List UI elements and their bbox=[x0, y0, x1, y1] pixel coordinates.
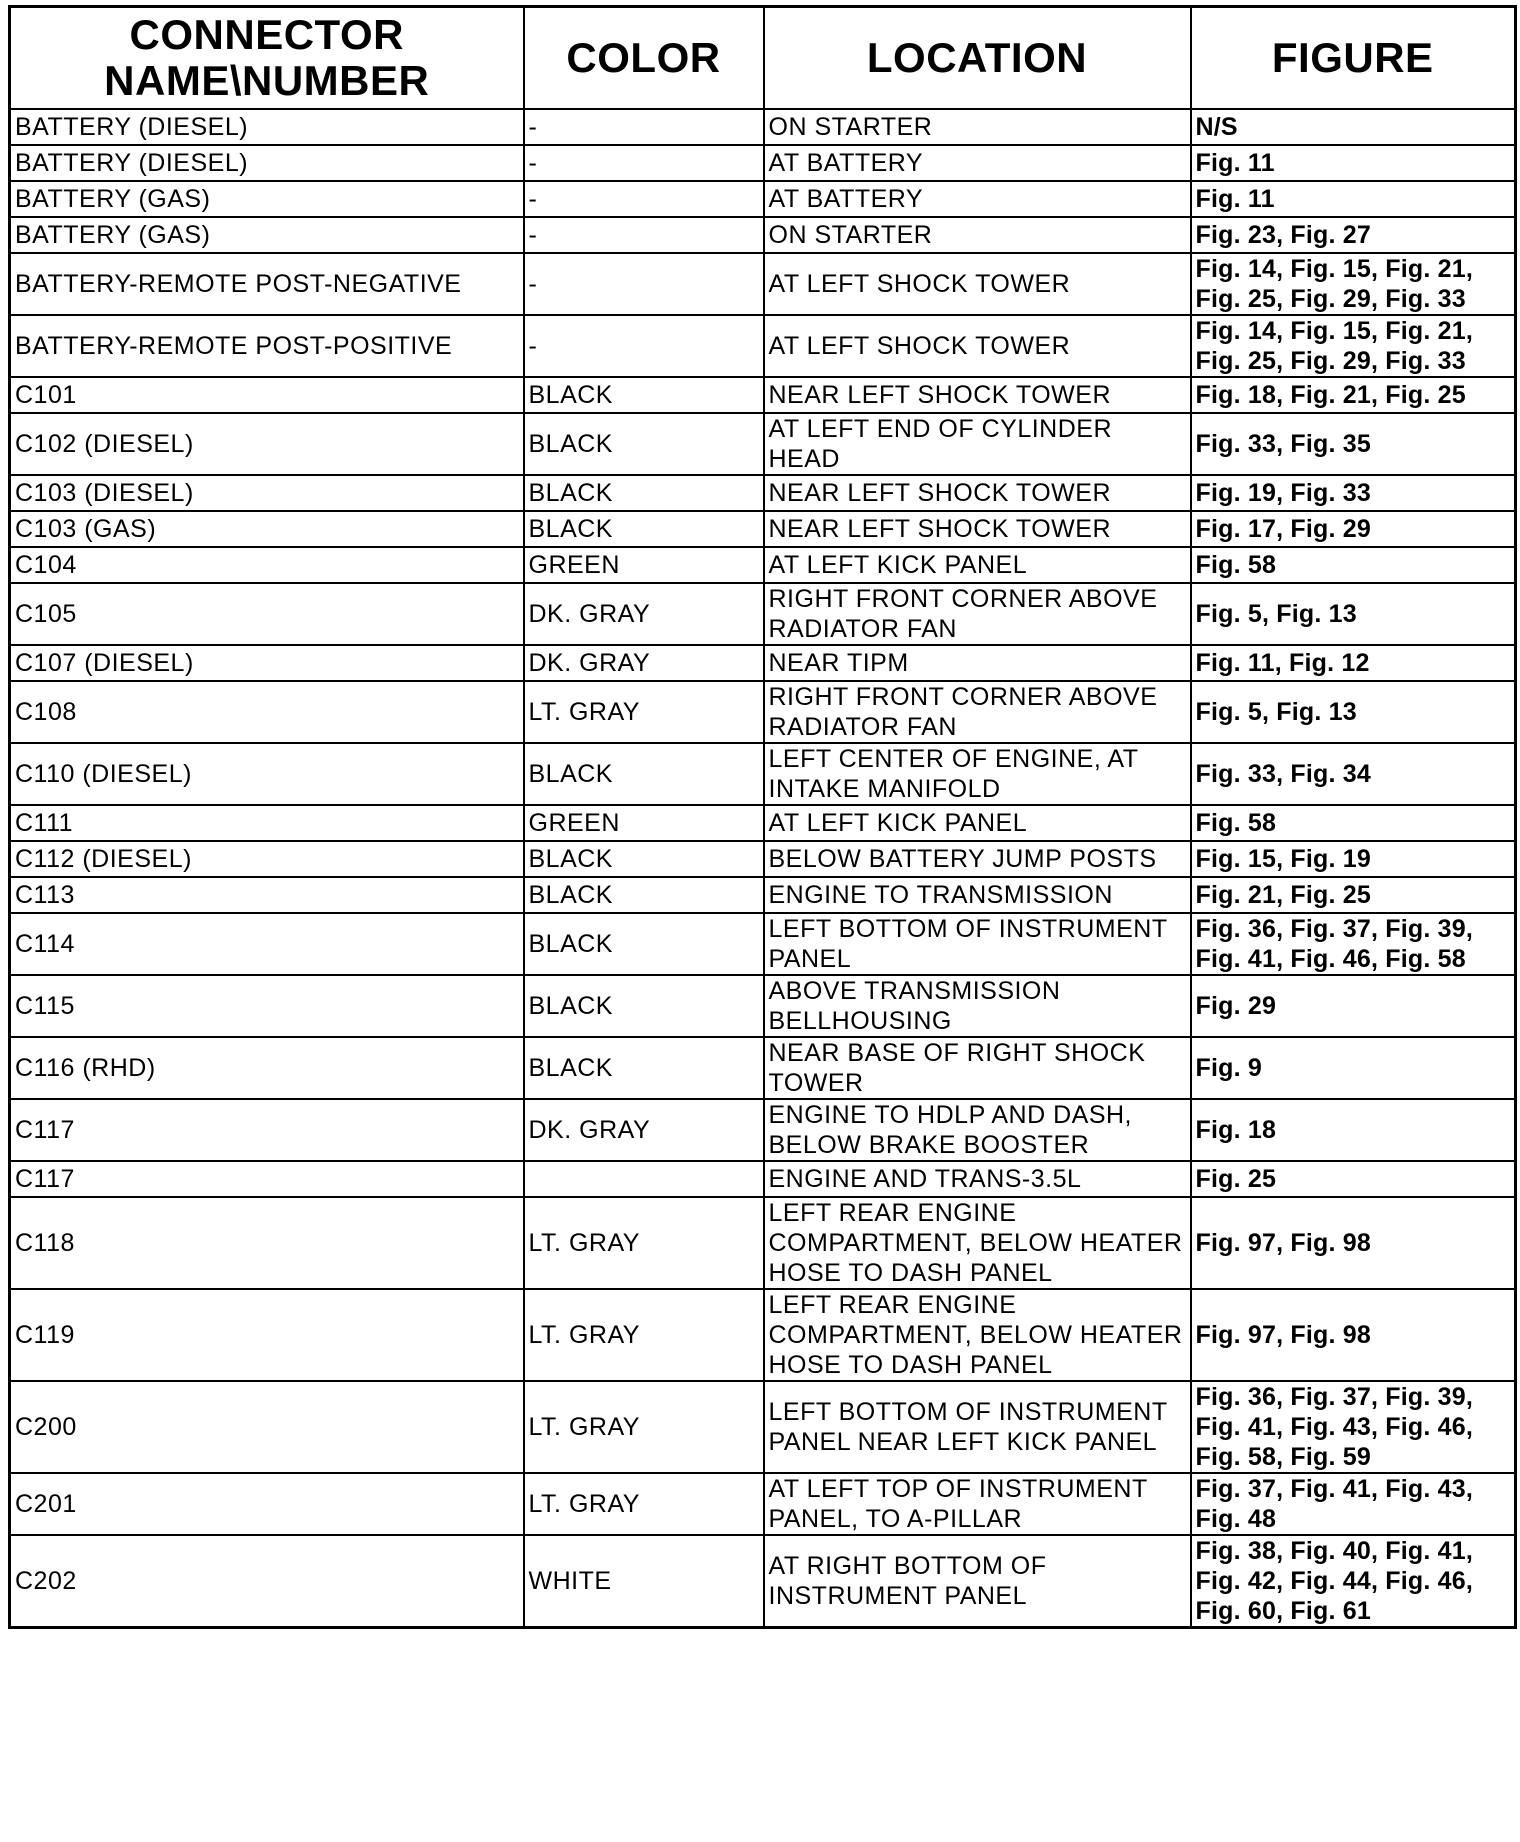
connector-color-cell bbox=[524, 1099, 764, 1161]
connector-figure-cell-text: Fig. 25 bbox=[1195, 1165, 1277, 1193]
connector-location-cell bbox=[764, 547, 1191, 583]
connector-location-cell bbox=[764, 511, 1191, 547]
connector-color-cell bbox=[524, 475, 764, 511]
connector-location-cell bbox=[764, 645, 1191, 681]
table-row bbox=[10, 1381, 1516, 1473]
connector-location-cell bbox=[764, 1099, 1191, 1161]
connector-color-cell-text: DK. GRAY bbox=[528, 600, 651, 628]
connector-name-cell-text: C201 bbox=[15, 1490, 77, 1518]
connector-color-cell-text: LT. GRAY bbox=[528, 1229, 640, 1257]
connector-location-cell-text: LEFT REAR ENGINE COMPARTMENT, BELOW HEATER HOSE TO DASH PANEL bbox=[768, 1199, 1183, 1287]
connector-location-cell bbox=[764, 109, 1191, 145]
connector-location-cell bbox=[764, 1197, 1191, 1289]
connector-figure-cell bbox=[1191, 511, 1516, 547]
connector-color-cell-text: BLACK bbox=[528, 881, 613, 909]
connector-figure-cell bbox=[1191, 1289, 1516, 1381]
connector-figure-cell bbox=[1191, 877, 1516, 913]
connector-name-cell bbox=[10, 315, 524, 377]
table-row bbox=[10, 109, 1516, 145]
connector-figure-cell-text: Fig. 23, Fig. 27 bbox=[1195, 221, 1371, 249]
connector-color-cell-text: BLACK bbox=[528, 515, 613, 543]
connector-location-cell bbox=[764, 253, 1191, 315]
connector-figure-cell-text: Fig. 17, Fig. 29 bbox=[1195, 515, 1371, 543]
connector-figure-cell bbox=[1191, 181, 1516, 217]
connector-color-cell-text: BLACK bbox=[528, 845, 613, 873]
header-color: COLOR bbox=[524, 7, 764, 110]
connector-figure-cell-text: Fig. 9 bbox=[1195, 1054, 1262, 1082]
connector-name-cell-text: C102 (DIESEL) bbox=[15, 430, 194, 458]
connector-figure-cell-text: Fig. 19, Fig. 33 bbox=[1195, 479, 1371, 507]
connector-name-cell bbox=[10, 109, 524, 145]
connector-location-cell-text: AT LEFT SHOCK TOWER bbox=[768, 270, 1071, 298]
connector-location-cell-text: AT LEFT SHOCK TOWER bbox=[768, 332, 1071, 360]
table-row bbox=[10, 315, 1516, 377]
connector-color-cell bbox=[524, 145, 764, 181]
connector-name-cell-text: C101 bbox=[15, 381, 77, 409]
connector-location-cell-text: ENGINE AND TRANS-3.5L bbox=[768, 1165, 1082, 1193]
connector-color-cell-text: BLACK bbox=[528, 381, 613, 409]
connector-figure-cell bbox=[1191, 1161, 1516, 1197]
connector-color-cell bbox=[524, 181, 764, 217]
connector-name-cell bbox=[10, 547, 524, 583]
header-location: LOCATION bbox=[764, 7, 1191, 110]
connector-name-cell bbox=[10, 805, 524, 841]
connector-color-cell-text: BLACK bbox=[528, 992, 613, 1020]
connector-name-cell-text: C105 bbox=[15, 600, 77, 628]
connector-location-cell-text: RIGHT FRONT CORNER ABOVE RADIATOR FAN bbox=[768, 585, 1158, 643]
connector-figure-cell bbox=[1191, 253, 1516, 315]
connector-name-cell-text: C114 bbox=[15, 930, 75, 958]
connector-name-cell bbox=[10, 377, 524, 413]
connector-table-container bbox=[8, 5, 1517, 1629]
connector-location-cell bbox=[764, 583, 1191, 645]
connector-location-cell bbox=[764, 413, 1191, 475]
connector-name-cell bbox=[10, 743, 524, 805]
table-row bbox=[10, 583, 1516, 645]
table-row bbox=[10, 877, 1516, 913]
connector-figure-cell bbox=[1191, 913, 1516, 975]
connector-color-cell bbox=[524, 547, 764, 583]
connector-color-cell bbox=[524, 217, 764, 253]
connector-figure-cell bbox=[1191, 841, 1516, 877]
connector-figure-cell bbox=[1191, 805, 1516, 841]
connector-color-cell-text: - bbox=[528, 113, 538, 141]
connector-name-cell-text: C108 bbox=[15, 698, 77, 726]
connector-name-cell-text: C117 bbox=[15, 1116, 75, 1144]
connector-name-cell-text: BATTERY-REMOTE POST-NEGATIVE bbox=[15, 270, 462, 298]
connector-name-cell bbox=[10, 1161, 524, 1197]
connector-figure-cell-text: Fig. 21, Fig. 25 bbox=[1195, 881, 1371, 909]
connector-figure-cell-text: Fig. 29 bbox=[1195, 992, 1277, 1020]
connector-name-cell-text: C110 (DIESEL) bbox=[15, 760, 192, 788]
connector-color-cell-text: BLACK bbox=[528, 1054, 613, 1082]
table-row bbox=[10, 145, 1516, 181]
table-header-row bbox=[10, 7, 1516, 110]
connector-name-cell-text: BATTERY (DIESEL) bbox=[15, 113, 249, 141]
connector-figure-cell-text: Fig. 5, Fig. 13 bbox=[1195, 600, 1357, 628]
table-row bbox=[10, 975, 1516, 1037]
connector-name-cell-text: C103 (GAS) bbox=[15, 515, 157, 543]
connector-figure-cell-text: Fig. 36, Fig. 37, Fig. 39, Fig. 41, Fig. 46, Fig. 58 bbox=[1195, 915, 1473, 973]
connector-figure-cell bbox=[1191, 583, 1516, 645]
header-connector-name: CONNECTOR NAME\NUMBER bbox=[10, 7, 524, 110]
connector-name-cell bbox=[10, 1099, 524, 1161]
table-row bbox=[10, 1197, 1516, 1289]
connector-name-cell-text: C115 bbox=[15, 992, 75, 1020]
connector-figure-cell-text: Fig. 33, Fig. 35 bbox=[1195, 430, 1371, 458]
table-row bbox=[10, 1535, 1516, 1628]
connector-figure-cell-text: Fig. 11 bbox=[1195, 185, 1275, 213]
connector-figure-cell bbox=[1191, 743, 1516, 805]
connector-location-cell bbox=[764, 743, 1191, 805]
connector-name-cell bbox=[10, 841, 524, 877]
connector-figure-cell-text: Fig. 11 bbox=[1195, 149, 1275, 177]
connector-location-cell bbox=[764, 1037, 1191, 1099]
connector-name-cell bbox=[10, 681, 524, 743]
table-row bbox=[10, 181, 1516, 217]
connector-color-cell bbox=[524, 805, 764, 841]
connector-color-cell bbox=[524, 841, 764, 877]
table-row bbox=[10, 253, 1516, 315]
table-row bbox=[10, 841, 1516, 877]
connector-name-cell bbox=[10, 253, 524, 315]
connector-color-cell-text: GREEN bbox=[528, 551, 620, 579]
connector-figure-cell bbox=[1191, 1037, 1516, 1099]
connector-location-cell-text: AT LEFT KICK PANEL bbox=[768, 809, 1028, 837]
connector-figure-cell bbox=[1191, 475, 1516, 511]
connector-color-cell-text: DK. GRAY bbox=[528, 1116, 651, 1144]
connector-location-cell bbox=[764, 1473, 1191, 1535]
connector-color-cell-text: LT. GRAY bbox=[528, 1321, 640, 1349]
connector-name-cell-text: C111 bbox=[15, 809, 74, 837]
connector-name-cell bbox=[10, 913, 524, 975]
connector-name-cell-text: C112 (DIESEL) bbox=[15, 845, 192, 873]
connector-location-cell bbox=[764, 805, 1191, 841]
connector-location-cell bbox=[764, 913, 1191, 975]
connector-color-cell-text: - bbox=[528, 149, 538, 177]
connector-location-cell-text: AT LEFT TOP OF INSTRUMENT PANEL, TO A-PILLAR bbox=[768, 1475, 1148, 1533]
connector-figure-cell bbox=[1191, 975, 1516, 1037]
connector-color-cell-text: WHITE bbox=[528, 1567, 612, 1595]
connector-figure-cell-text: Fig. 5, Fig. 13 bbox=[1195, 698, 1357, 726]
table-row bbox=[10, 217, 1516, 253]
connector-name-cell-text: C118 bbox=[15, 1229, 75, 1257]
connector-name-cell bbox=[10, 413, 524, 475]
connector-figure-cell bbox=[1191, 1535, 1516, 1628]
connector-figure-cell-text: Fig. 38, Fig. 40, Fig. 41, Fig. 42, Fig. 44, Fig. 46, Fig. 60, Fig. 61 bbox=[1195, 1537, 1473, 1625]
connector-location-cell-text: LEFT BOTTOM OF INSTRUMENT PANEL bbox=[768, 915, 1168, 973]
connector-name-cell bbox=[10, 1197, 524, 1289]
connector-color-cell bbox=[524, 913, 764, 975]
connector-figure-cell bbox=[1191, 413, 1516, 475]
connector-name-cell-text: BATTERY (DIESEL) bbox=[15, 149, 249, 177]
connector-figure-cell-text: Fig. 58 bbox=[1195, 809, 1277, 837]
connector-color-cell-text: BLACK bbox=[528, 930, 613, 958]
connector-name-cell-text: C107 (DIESEL) bbox=[15, 649, 194, 677]
connector-color-cell-text: - bbox=[528, 332, 538, 360]
table-row bbox=[10, 511, 1516, 547]
connector-figure-cell-text: N/S bbox=[1195, 113, 1238, 141]
table-row bbox=[10, 743, 1516, 805]
connector-color-cell-text: LT. GRAY bbox=[528, 1490, 640, 1518]
connector-color-cell-text: BLACK bbox=[528, 479, 613, 507]
table-row bbox=[10, 1473, 1516, 1535]
connector-name-cell bbox=[10, 1381, 524, 1473]
connector-name-cell-text: C104 bbox=[15, 551, 77, 579]
connector-color-cell bbox=[524, 1197, 764, 1289]
table-row bbox=[10, 645, 1516, 681]
connector-location-cell-text: NEAR LEFT SHOCK TOWER bbox=[768, 479, 1112, 507]
connector-figure-cell-text: Fig. 58 bbox=[1195, 551, 1277, 579]
table-row bbox=[10, 681, 1516, 743]
connector-location-cell-text: NEAR BASE OF RIGHT SHOCK TOWER bbox=[768, 1039, 1146, 1097]
connector-name-cell bbox=[10, 583, 524, 645]
connector-figure-cell bbox=[1191, 1099, 1516, 1161]
connector-figure-cell bbox=[1191, 217, 1516, 253]
connector-location-cell-text: ON STARTER bbox=[768, 113, 933, 141]
connector-name-cell-text: C200 bbox=[15, 1413, 77, 1441]
connector-color-cell-text: DK. GRAY bbox=[528, 649, 651, 677]
connector-location-cell bbox=[764, 475, 1191, 511]
connector-figure-cell bbox=[1191, 681, 1516, 743]
connector-color-cell-text: - bbox=[528, 221, 538, 249]
connector-location-cell-text: AT RIGHT BOTTOM OF INSTRUMENT PANEL bbox=[768, 1552, 1047, 1610]
connector-color-cell bbox=[524, 975, 764, 1037]
connector-location-cell-text: LEFT BOTTOM OF INSTRUMENT PANEL NEAR LEFT KICK PANEL bbox=[768, 1398, 1168, 1456]
connector-location-cell bbox=[764, 877, 1191, 913]
connector-color-cell bbox=[524, 1381, 764, 1473]
connector-name-cell-text: C119 bbox=[15, 1321, 75, 1349]
table-row bbox=[10, 475, 1516, 511]
connector-name-cell-text: BATTERY (GAS) bbox=[15, 221, 211, 249]
connector-figure-cell-text: Fig. 15, Fig. 19 bbox=[1195, 845, 1371, 873]
connector-figure-cell-text: Fig. 37, Fig. 41, Fig. 43, Fig. 48 bbox=[1195, 1475, 1473, 1533]
connector-color-cell bbox=[524, 583, 764, 645]
connector-name-cell bbox=[10, 645, 524, 681]
connector-name-cell bbox=[10, 1473, 524, 1535]
connector-color-cell-text: - bbox=[528, 270, 538, 298]
connector-location-cell-text: LEFT CENTER OF ENGINE, AT INTAKE MANIFOLD bbox=[768, 745, 1139, 803]
table-row bbox=[10, 1289, 1516, 1381]
connector-figure-cell-text: Fig. 18 bbox=[1195, 1116, 1277, 1144]
connector-figure-cell-text: Fig. 36, Fig. 37, Fig. 39, Fig. 41, Fig. 43, Fig. 46, Fig. 58, Fig. 59 bbox=[1195, 1383, 1473, 1471]
connector-name-cell bbox=[10, 877, 524, 913]
connector-color-cell bbox=[524, 743, 764, 805]
connector-name-cell bbox=[10, 511, 524, 547]
connector-location-cell-text: AT LEFT END OF CYLINDER HEAD bbox=[768, 415, 1113, 473]
connector-location-cell bbox=[764, 377, 1191, 413]
connector-name-cell-text: C116 (RHD) bbox=[15, 1054, 156, 1082]
connector-location-cell bbox=[764, 145, 1191, 181]
connector-name-cell-text: C113 bbox=[15, 881, 75, 909]
connector-figure-cell-text: Fig. 14, Fig. 15, Fig. 21, Fig. 25, Fig. 29, Fig. 33 bbox=[1195, 317, 1473, 375]
connector-location-cell-text: NEAR LEFT SHOCK TOWER bbox=[768, 515, 1112, 543]
connector-figure-cell bbox=[1191, 145, 1516, 181]
connector-name-cell-text: BATTERY (GAS) bbox=[15, 185, 211, 213]
table-row bbox=[10, 413, 1516, 475]
connector-location-cell-text: BELOW BATTERY JUMP POSTS bbox=[768, 845, 1157, 873]
connector-location-cell-text: ENGINE TO HDLP AND DASH, BELOW BRAKE BOOSTER bbox=[768, 1101, 1132, 1159]
connector-name-cell-text: C103 (DIESEL) bbox=[15, 479, 194, 507]
connector-figure-cell-text: Fig. 14, Fig. 15, Fig. 21, Fig. 25, Fig. 29, Fig. 33 bbox=[1195, 255, 1473, 313]
connector-figure-cell-text: Fig. 11, Fig. 12 bbox=[1195, 649, 1370, 677]
connector-location-cell-text: AT BATTERY bbox=[768, 185, 924, 213]
connector-color-cell-text: BLACK bbox=[528, 430, 613, 458]
table-row bbox=[10, 913, 1516, 975]
connector-color-cell bbox=[524, 1289, 764, 1381]
connector-figure-cell bbox=[1191, 377, 1516, 413]
connector-location-cell bbox=[764, 1289, 1191, 1381]
connector-figure-cell-text: Fig. 33, Fig. 34 bbox=[1195, 760, 1371, 788]
connector-color-cell bbox=[524, 109, 764, 145]
connector-name-cell bbox=[10, 1535, 524, 1628]
connector-location-cell bbox=[764, 181, 1191, 217]
connector-name-cell bbox=[10, 1289, 524, 1381]
connector-color-cell bbox=[524, 511, 764, 547]
connector-name-cell bbox=[10, 1037, 524, 1099]
connector-figure-cell bbox=[1191, 547, 1516, 583]
connector-color-cell bbox=[524, 1037, 764, 1099]
connector-figure-cell-text: Fig. 97, Fig. 98 bbox=[1195, 1321, 1371, 1349]
connector-color-cell-text: BLACK bbox=[528, 760, 613, 788]
connector-color-cell bbox=[524, 877, 764, 913]
connector-location-cell bbox=[764, 841, 1191, 877]
table-row bbox=[10, 547, 1516, 583]
connector-locator-table bbox=[8, 5, 1517, 1629]
connector-location-cell-text: NEAR TIPM bbox=[768, 649, 909, 677]
connector-figure-cell bbox=[1191, 315, 1516, 377]
connector-color-cell-text: - bbox=[528, 185, 538, 213]
connector-location-cell bbox=[764, 1161, 1191, 1197]
connector-name-cell-text: C202 bbox=[15, 1567, 77, 1595]
header-figure: FIGURE bbox=[1191, 7, 1516, 110]
connector-location-cell bbox=[764, 681, 1191, 743]
table-row bbox=[10, 377, 1516, 413]
table-row bbox=[10, 1161, 1516, 1197]
connector-name-cell-text: BATTERY-REMOTE POST-POSITIVE bbox=[15, 332, 453, 360]
connector-name-cell bbox=[10, 181, 524, 217]
connector-figure-cell-text: Fig. 18, Fig. 21, Fig. 25 bbox=[1195, 381, 1466, 409]
connector-color-cell bbox=[524, 1535, 764, 1628]
table-row bbox=[10, 1099, 1516, 1161]
connector-name-cell-text: C117 bbox=[15, 1165, 75, 1193]
connector-color-cell bbox=[524, 1473, 764, 1535]
connector-figure-cell bbox=[1191, 645, 1516, 681]
connector-name-cell bbox=[10, 145, 524, 181]
connector-location-cell-text: LEFT REAR ENGINE COMPARTMENT, BELOW HEATER HOSE TO DASH PANEL bbox=[768, 1291, 1183, 1379]
connector-name-cell bbox=[10, 217, 524, 253]
connector-color-cell-text: LT. GRAY bbox=[528, 698, 640, 726]
connector-figure-cell bbox=[1191, 1381, 1516, 1473]
connector-name-cell bbox=[10, 975, 524, 1037]
connector-location-cell-text: ON STARTER bbox=[768, 221, 933, 249]
connector-color-cell bbox=[524, 377, 764, 413]
connector-color-cell-text: GREEN bbox=[528, 809, 620, 837]
connector-location-cell bbox=[764, 1381, 1191, 1473]
connector-location-cell bbox=[764, 217, 1191, 253]
table-row bbox=[10, 805, 1516, 841]
connector-color-cell bbox=[524, 1161, 764, 1197]
connector-location-cell bbox=[764, 975, 1191, 1037]
connector-location-cell-text: ABOVE TRANSMISSION BELLHOUSING bbox=[768, 977, 1061, 1035]
connector-location-cell-text: AT LEFT KICK PANEL bbox=[768, 551, 1028, 579]
connector-location-cell-text: NEAR LEFT SHOCK TOWER bbox=[768, 381, 1112, 409]
connector-figure-cell-text: Fig. 97, Fig. 98 bbox=[1195, 1229, 1371, 1257]
connector-figure-cell bbox=[1191, 1473, 1516, 1535]
connector-color-cell bbox=[524, 681, 764, 743]
connector-location-cell bbox=[764, 315, 1191, 377]
connector-location-cell-text: RIGHT FRONT CORNER ABOVE RADIATOR FAN bbox=[768, 683, 1158, 741]
connector-color-cell bbox=[524, 645, 764, 681]
connector-location-cell-text: ENGINE TO TRANSMISSION bbox=[768, 881, 1113, 909]
connector-color-cell bbox=[524, 253, 764, 315]
connector-location-cell bbox=[764, 1535, 1191, 1628]
connector-location-cell-text: AT BATTERY bbox=[768, 149, 924, 177]
connector-color-cell bbox=[524, 315, 764, 377]
connector-figure-cell bbox=[1191, 1197, 1516, 1289]
connector-color-cell-text: LT. GRAY bbox=[528, 1413, 640, 1441]
connector-figure-cell bbox=[1191, 109, 1516, 145]
connector-name-cell bbox=[10, 475, 524, 511]
connector-color-cell bbox=[524, 413, 764, 475]
table-row bbox=[10, 1037, 1516, 1099]
